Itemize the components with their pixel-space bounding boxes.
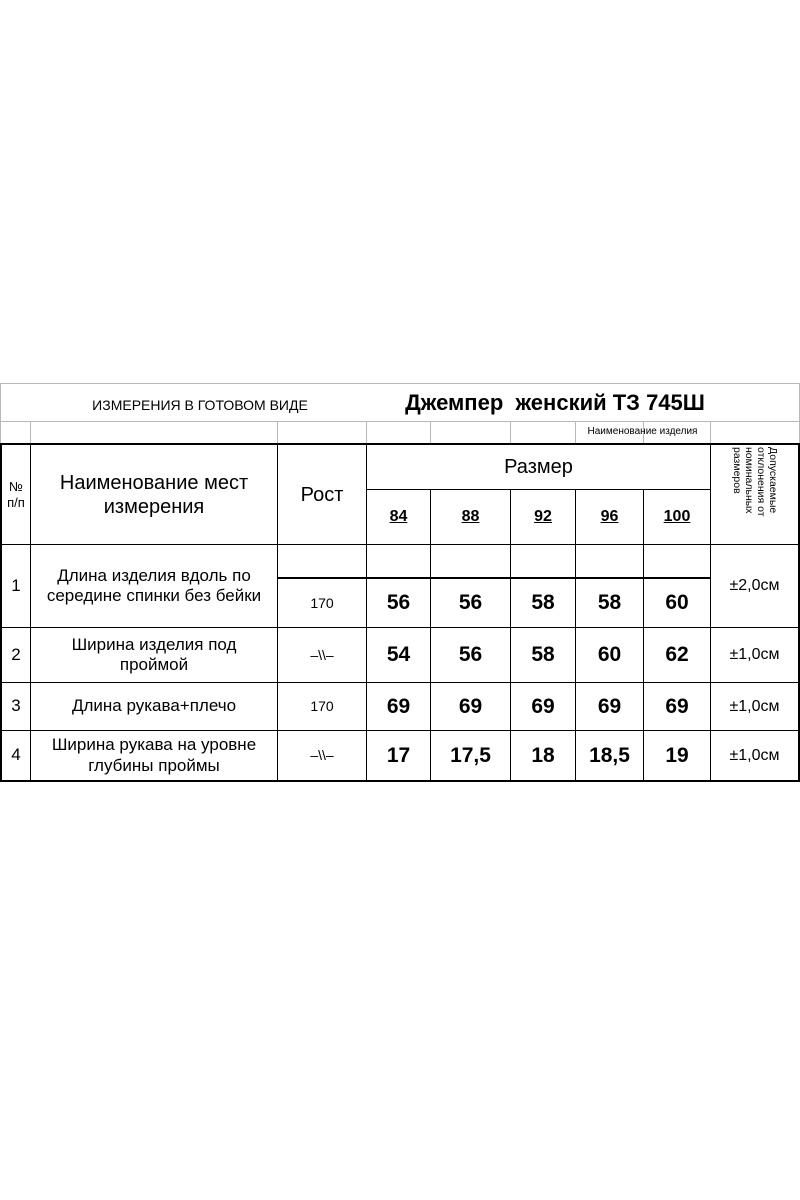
row-1-index: 1 [11,575,21,595]
row-4-height: –\\– [310,747,334,764]
row-4-value-96: 18,5 [589,743,630,767]
row-2-value-88: 56 [458,643,483,667]
size-group-header: Размер [504,456,573,478]
grid-line [430,421,431,443]
grid-line [30,421,31,443]
col-divider [30,443,31,782]
height-column-header: Рост [300,483,344,506]
row-2-name: Ширина изделия под проймой [71,634,237,674]
row-3-value-100: 69 [665,694,689,718]
grid-line [710,421,711,443]
row-4-value-92: 18 [531,743,555,767]
size-header-92: 92 [534,508,552,526]
row-2-value-84: 54 [386,643,411,667]
row-4-value-88: 17,5 [450,743,491,767]
row-2-value-96: 60 [597,643,622,667]
size-header-84: 84 [389,508,408,526]
row-3-value-92: 69 [531,694,555,718]
row-3-value-84: 69 [386,694,411,718]
row-4-name: Ширина рукава на уровне глубины проймы [51,735,257,775]
row-3-value-88: 69 [458,694,483,718]
table-border-bottom [0,780,800,782]
row-4-value-84: 17 [386,743,411,767]
row-3-height: 170 [310,698,334,715]
row-1-value-100: 60 [665,591,689,615]
row-2-value-100: 62 [665,643,689,667]
grid-line [277,421,278,443]
grid-line [0,383,800,384]
row-4-tolerance: ±1,0см [729,746,780,764]
row-2-height: –\\– [310,646,334,663]
measurements-caption: ИЗМЕРЕНИЯ В ГОТОВОМ ВИДЕ [92,396,308,413]
row-1-name: Длина изделия вдоль по середине спинки без бейки [46,565,262,605]
row-3-index: 3 [11,696,21,716]
row-1-value-88: 56 [458,591,483,615]
row-3-value-96: 69 [597,694,622,718]
grid-line [510,421,511,443]
row-1-height: 170 [310,594,334,611]
row-3-tolerance: ±1,0см [729,697,780,715]
row-2-value-92: 58 [531,643,555,667]
row-2-index: 2 [11,644,21,664]
row-4-index: 4 [11,745,21,765]
row-1-value-96: 58 [597,591,622,615]
size-header-100: 100 [663,508,691,526]
tolerance-column-header: Допускаемые отклонения от номинальных размеров [730,447,780,517]
measurement-table [0,383,800,783]
row-1-value-84: 56 [386,591,411,615]
size-header-88: 88 [461,508,480,526]
row-1-value-92: 58 [531,591,555,615]
row-4-value-100: 19 [665,743,689,767]
product-title-caption: Наименование изделия [587,426,698,437]
grid-line [0,383,1,443]
row-1-tolerance: ±2,0см [729,577,780,595]
size-header-96: 96 [600,508,619,526]
grid-line [366,421,367,443]
index-column-header: № п/п [7,478,25,510]
product-title: Джемпер женский ТЗ 745Ш [405,389,705,415]
name-column-header: Наименование мест измерения [59,471,249,518]
row-3-name: Длина рукава+плечо [71,696,237,716]
row-2-tolerance: ±1,0см [729,646,780,664]
